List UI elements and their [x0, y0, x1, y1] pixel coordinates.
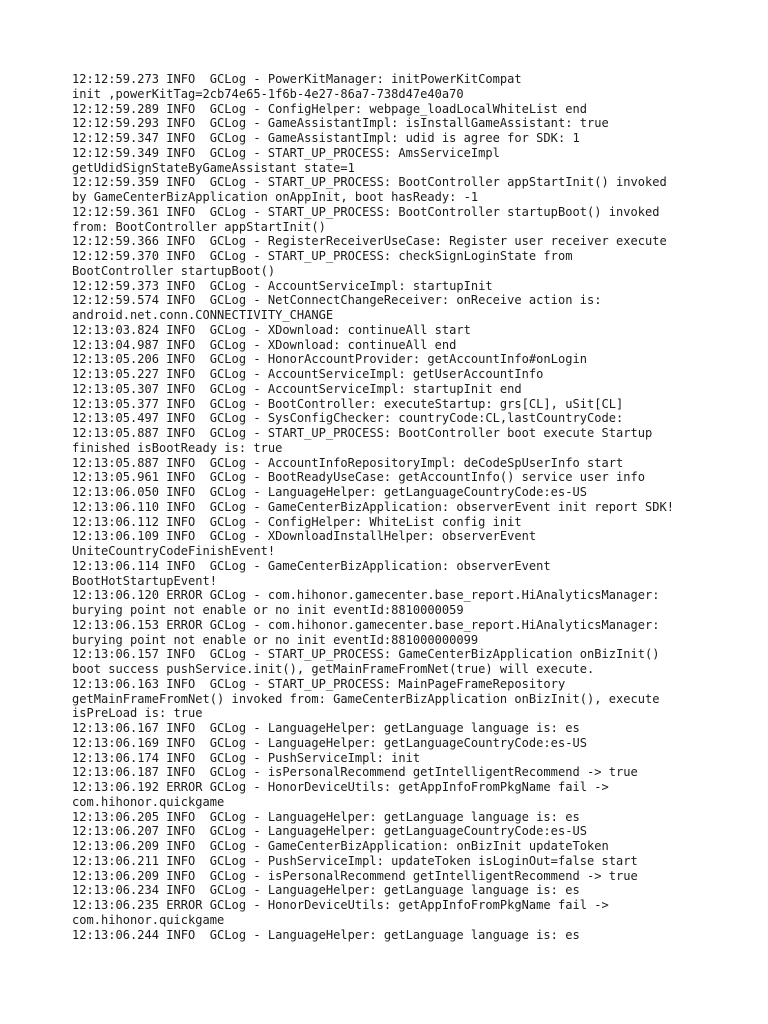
log-line: burying point not enable or no init eventId:881000000099	[72, 632, 479, 647]
log-line: from: BootController appStartInit()	[72, 219, 326, 234]
log-line: isPreLoad is: true	[72, 706, 203, 721]
log-line: 12:13:06.234 INFO GCLog - LanguageHelper: getLanguage language is: es	[72, 883, 580, 898]
log-line: 12:13:06.187 INFO GCLog - isPersonalRecommend getIntelligentRecommend -> true	[72, 765, 638, 780]
log-line: BootController startupBoot()	[72, 263, 276, 278]
log-line: 12:12:59.273 INFO GCLog - PowerKitManager: initPowerKitCompat	[72, 72, 522, 86]
log-line: 12:13:03.824 INFO GCLog - XDownload: continueAll start	[72, 322, 471, 337]
log-line: android.net.conn.CONNECTIVITY_CHANGE	[72, 308, 334, 322]
log-line: 12:12:59.349 INFO GCLog - START_UP_PROCESS: AmsServiceImpl	[72, 145, 500, 160]
log-line: 12:13:06.114 INFO GCLog - GameCenterBizApplication: observerEvent	[72, 558, 551, 573]
log-line: 12:12:59.289 INFO GCLog - ConfigHelper: webpage_loadLocalWhiteList end	[72, 101, 587, 116]
log-line: 12:13:06.244 INFO GCLog - LanguageHelper: getLanguage language is: es	[72, 927, 580, 942]
log-line: 12:13:06.174 INFO GCLog - PushServiceImpl: init	[72, 750, 421, 765]
log-line: 12:13:06.163 INFO GCLog - START_UP_PROCESS: MainPageFrameRepository	[72, 676, 566, 691]
log-line: 12:12:59.370 INFO GCLog - START_UP_PROCESS: checkSignLoginState from	[72, 249, 573, 263]
log-line: 12:12:59.359 INFO GCLog - START_UP_PROCESS: BootController appStartInit() invoked	[72, 175, 667, 190]
log-line: 12:13:05.227 INFO GCLog - AccountServiceImpl: getUserAccountInfo	[72, 367, 544, 381]
log-line: burying point not enable or no init eventId:8810000059	[72, 603, 464, 617]
log-line: 12:13:06.207 INFO GCLog - LanguageHelper: getLanguageCountryCode:es-US	[72, 824, 587, 839]
log-line: 12:13:06.167 INFO GCLog - LanguageHelper: getLanguage language is: es	[72, 721, 580, 735]
log-line: 12:13:05.377 INFO GCLog - BootController: executeStartup: grs[CL], uSit[CL]	[72, 396, 624, 411]
log-line: 12:13:06.209 INFO GCLog - GameCenterBizApplication: onBizInit updateToken	[72, 839, 609, 853]
log-line: 12:13:05.887 INFO GCLog - AccountInfoRepositoryImpl: deCodeSpUserInfo start	[72, 455, 624, 470]
log-line: UniteCountryCodeFinishEvent!	[72, 544, 276, 558]
log-line: com.hihonor.quickgame	[72, 912, 225, 927]
log-line: 12:13:05.497 INFO GCLog - SysConfigChecker: countryCode:CL,lastCountryCode:	[72, 411, 624, 426]
log-line: 12:13:06.235 ERROR GCLog - HonorDeviceUtils: getAppInfoFromPkgName fail ->	[72, 898, 609, 912]
log-line: 12:13:06.192 ERROR GCLog - HonorDeviceUtils: getAppInfoFromPkgName fail ->	[72, 780, 609, 794]
log-line: 12:13:06.120 ERROR GCLog - com.hihonor.gamecenter.base_report.HiAnalyticsManager:	[72, 588, 660, 603]
log-line: getUdidSignStateByGameAssistant state=1	[72, 160, 355, 175]
log-line: 12:13:04.987 INFO GCLog - XDownload: continueAll end	[72, 337, 457, 352]
log-line: 12:13:06.211 INFO GCLog - PushServiceImpl: updateToken isLoginOut=false start	[72, 853, 638, 868]
log-line: 12:13:05.887 INFO GCLog - START_UP_PROCESS: BootController boot execute Startup	[72, 426, 653, 440]
log-line: 12:13:05.307 INFO GCLog - AccountServiceImpl: startupInit end	[72, 381, 522, 396]
log-line: init ,powerKitTag=2cb74e65-1f6b-4e27-86a7-738d47e40a70	[72, 86, 464, 101]
log-line: 12:13:06.112 INFO GCLog - ConfigHelper: WhiteList config init	[72, 514, 522, 529]
log-line: 12:13:05.206 INFO GCLog - HonorAccountProvider: getAccountInfo#onLogin	[72, 352, 587, 367]
log-line: 12:13:06.050 INFO GCLog - LanguageHelper: getLanguageCountryCode:es-US	[72, 485, 587, 499]
log-line: 12:12:59.347 INFO GCLog - GameAssistantImpl: udid is agree for SDK: 1	[72, 131, 580, 145]
log-line: finished isBootReady is: true	[72, 440, 283, 455]
log-line: 12:13:06.209 INFO GCLog - isPersonalRecommend getIntelligentRecommend -> true	[72, 868, 638, 883]
log-line: 12:13:05.961 INFO GCLog - BootReadyUseCase: getAccountInfo() service user info	[72, 470, 645, 485]
log-line: boot success pushService.init(), getMainFrameFromNet(true) will execute.	[72, 662, 595, 676]
log-line: 12:13:06.205 INFO GCLog - LanguageHelper: getLanguage language is: es	[72, 809, 580, 824]
log-line: 12:12:59.574 INFO GCLog - NetConnectChangeReceiver: onReceive action is:	[72, 293, 602, 308]
log-line: 12:12:59.293 INFO GCLog - GameAssistantImpl: isInstallGameAssistant: true	[72, 116, 609, 131]
log-line: 12:13:06.157 INFO GCLog - START_UP_PROCESS: GameCenterBizApplication onBizInit()	[72, 647, 660, 662]
log-line: 12:13:06.169 INFO GCLog - LanguageHelper: getLanguageCountryCode:es-US	[72, 735, 587, 750]
log-line: getMainFrameFromNet() invoked from: GameCenterBizApplication onBizInit(), execute	[72, 691, 660, 706]
log-line: 12:12:59.366 INFO GCLog - RegisterReceiverUseCase: Register user receiver execute	[72, 234, 667, 249]
log-line: com.hihonor.quickgame	[72, 794, 225, 809]
log-line: 12:12:59.373 INFO GCLog - AccountServiceImpl: startupInit	[72, 278, 493, 293]
log-line: by GameCenterBizApplication onAppInit, boot hasReady: -1	[72, 190, 479, 204]
log-line: 12:13:06.110 INFO GCLog - GameCenterBizApplication: observerEvent init report SDK!	[72, 499, 674, 514]
log-line: BootHotStartupEvent!	[72, 573, 218, 588]
log-line: 12:13:06.153 ERROR GCLog - com.hihonor.gamecenter.base_report.HiAnalyticsManager:	[72, 617, 660, 632]
log-line: 12:13:06.109 INFO GCLog - XDownloadInstallHelper: observerEvent	[72, 529, 537, 544]
log-document	[72, 72, 732, 942]
log-line: 12:12:59.361 INFO GCLog - START_UP_PROCESS: BootController startupBoot() invoked	[72, 204, 660, 219]
